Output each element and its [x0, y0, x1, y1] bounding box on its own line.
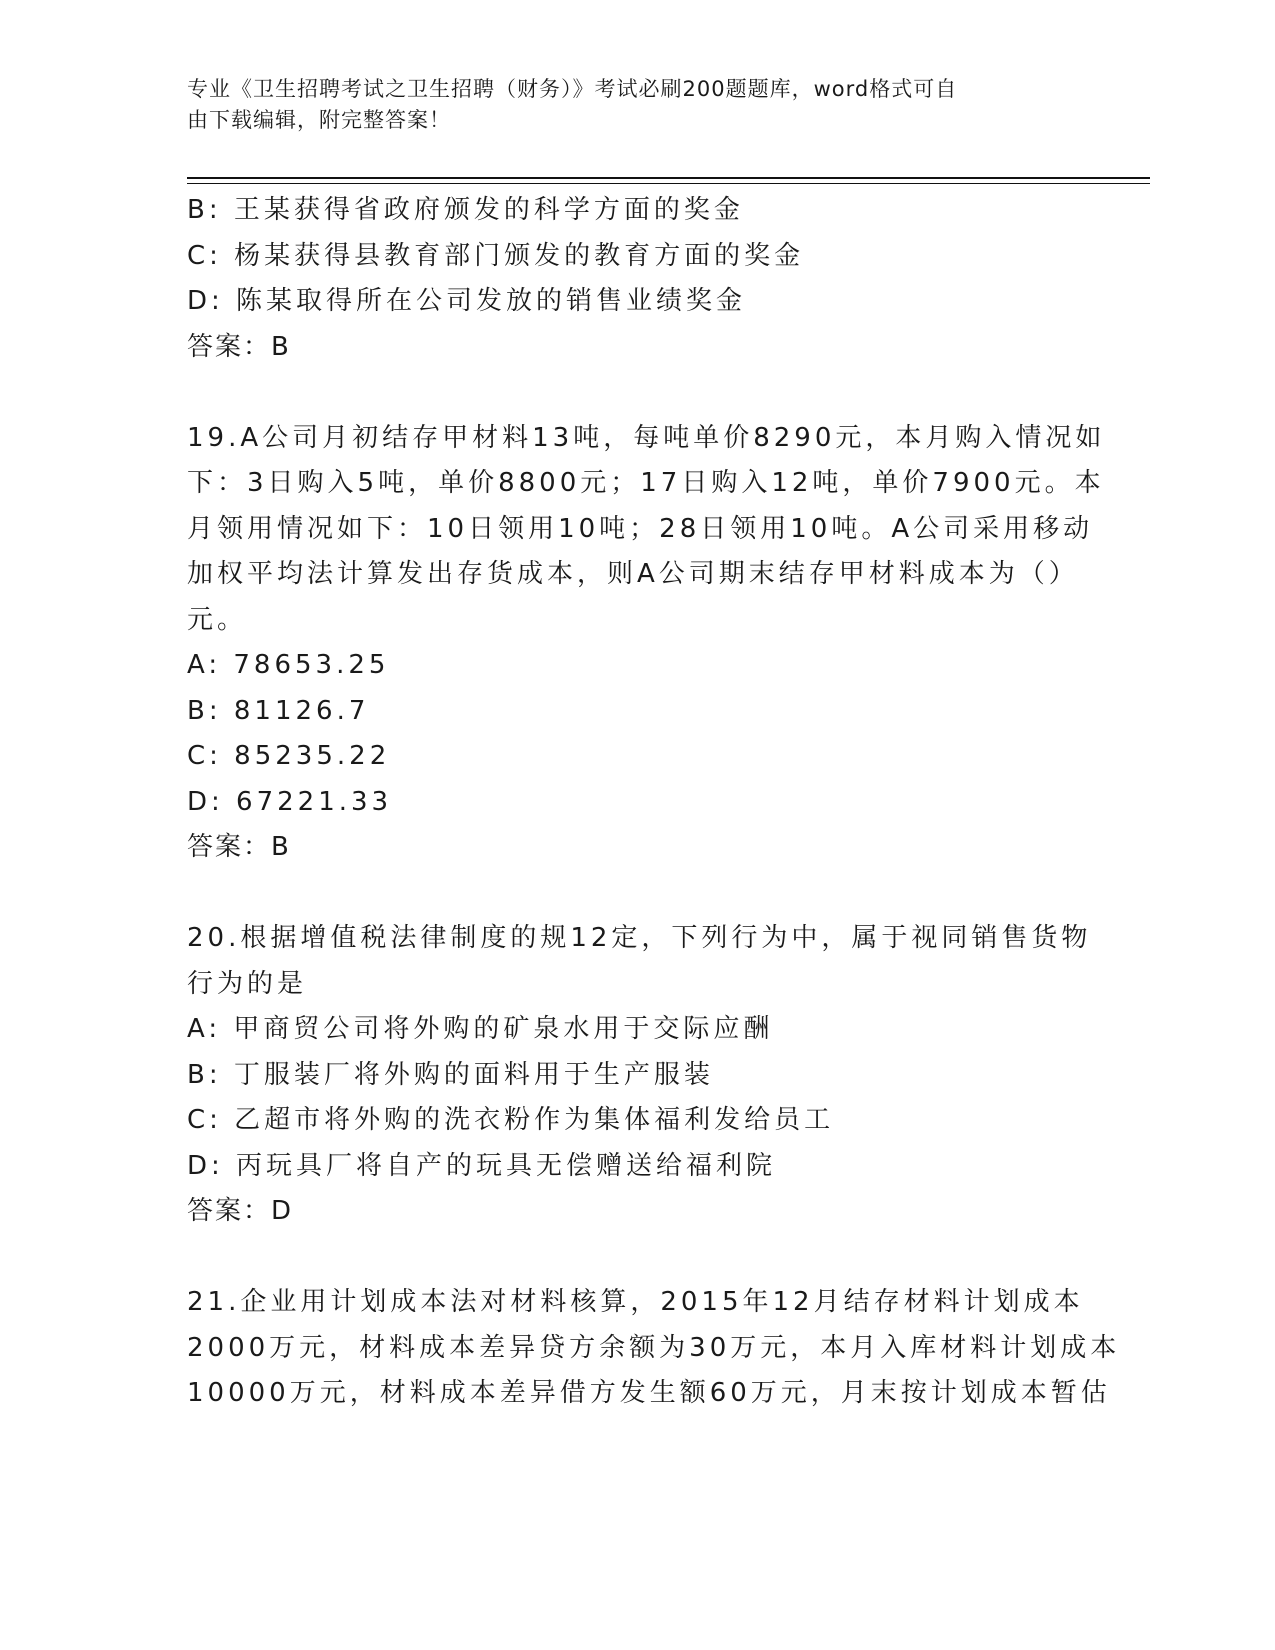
question-stem-line: 元。 [187, 604, 248, 635]
question-stem-line: 21.企业用计划成本法对材料核算，2015年12月结存材料计划成本 [187, 1287, 1084, 1317]
spacer [187, 1235, 1087, 1281]
option-c: C: 乙超市将外购的洗衣粉作为集体福利发给员工 [187, 1105, 835, 1135]
option-a: A: 78653.25 [187, 650, 390, 680]
answer: 答案：B [187, 331, 291, 362]
question-stem-line: 19.A公司月初结存甲材料13吨，每吨单价8290元，本月购入情况如 [187, 422, 1106, 453]
header-line-1: 专业《卫生招聘考试之卫生招聘（财务）》考试必刷200题题库，word格式可自 [187, 77, 958, 101]
question-stem-line: 月领用情况如下：10日领用10吨；28日领用10吨。A公司采用移动 [187, 513, 1094, 544]
spacer [187, 370, 1087, 416]
question-stem-line: 20.根据增值税法律制度的规12定，下列行为中，属于视同销售货物 [187, 923, 1092, 953]
question-stem-line: 行为的是 [187, 968, 308, 999]
question-19 [187, 416, 1106, 871]
page-header [187, 74, 1067, 136]
spacer [187, 871, 1087, 917]
option-c: C: 85235.22 [187, 741, 391, 771]
question-content [187, 188, 1121, 1417]
option-b: B: 丁服装厂将外购的面料用于生产服装 [187, 1059, 714, 1090]
header-line-2: 由下载编辑，附完整答案！ [187, 108, 451, 132]
question-stem-line: 下：3日购入5吨，单价8800元；17日购入12吨，单价7900元。本 [187, 468, 1105, 498]
option-b: B: 王某获得省政府颁发的科学方面的奖金 [187, 195, 744, 225]
question-21 [187, 1280, 1121, 1417]
option-b: B: 81126.7 [187, 695, 370, 726]
answer: 答案：B [187, 832, 291, 862]
option-d: D: 67221.33 [187, 786, 393, 817]
question-18 [187, 188, 1087, 370]
question-stem-line: 2000万元，材料成本差异贷方余额为30万元，本月入库材料计划成本 [187, 1332, 1121, 1363]
question-stem-line: 10000万元，材料成本差异借方发生额60万元，月末按计划成本暂估 [187, 1378, 1111, 1408]
option-a: A: 甲商贸公司将外购的矿泉水用于交际应酬 [187, 1014, 774, 1044]
option-c: C: 杨某获得县教育部门颁发的教育方面的奖金 [187, 240, 805, 271]
header-rule-thin [187, 183, 1150, 184]
answer: 答案：D [187, 1196, 294, 1226]
option-d: D: 丙玩具厂将自产的玩具无偿赠送给福利院 [187, 1150, 777, 1181]
question-20 [187, 916, 1092, 1235]
header-rule-thick [187, 177, 1150, 179]
question-stem-line: 加权平均法计算发出存货成本，则A公司期末结存甲材料成本为（） [187, 559, 1079, 589]
option-d: D: 陈某取得所在公司发放的销售业绩奖金 [187, 286, 747, 316]
